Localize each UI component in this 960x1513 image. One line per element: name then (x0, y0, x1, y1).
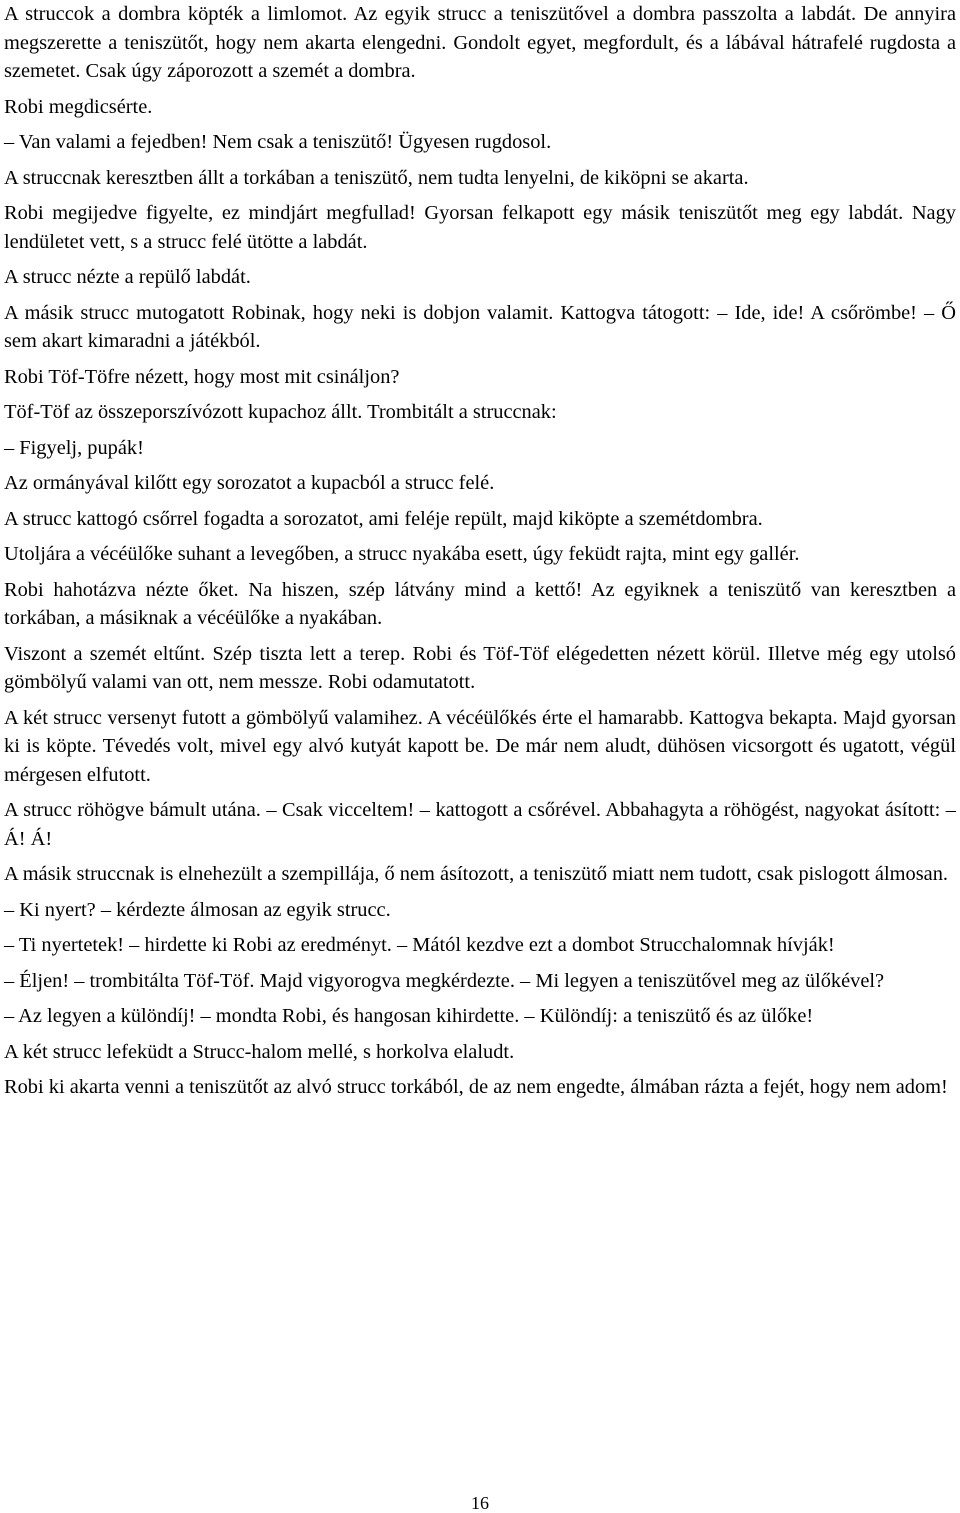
paragraph-3: – Van valami a fejedben! Nem csak a teniszütő! Ügyesen rugdosol. (4, 131, 552, 153)
paragraph-5: Robi megijedve figyelte, ez mindjárt megfullad! Gyorsan felkapott egy másik teniszütőt meg egy labdát. Nagy lendületet vett, s a strucc felé ütötte a labdát. (4, 202, 956, 253)
paragraph-6: A strucc nézte a repülő labdát. (4, 266, 251, 288)
paragraph-10: – Figyelj, pupák! (4, 436, 144, 459)
page-number: 16 (471, 1493, 489, 1513)
paragraph-16: A két strucc versenyt futott a gömbölyű valamihez. A vécéülőkés érte el hamarabb. Kattogva bekapta. Majd gyorsan ki is köpte. Tévedés volt, mivel egy alvó kutyát kapott be. De már nem aludt, dühösen vicsorgott és ugatott, végül mérgesen elfutott. (4, 706, 956, 786)
paragraph-4: A struccnak keresztben állt a torkában a teniszütő, nem tudta lenyelni, de kiköpni se akarta. (4, 166, 749, 189)
paragraph-1: A struccok a dombra köpték a limlomot. Az egyik strucc a teniszütővel a dombra passzolta a labdát. De annyira megszerette a teniszütőt, hogy nem akarta elengedni. Gondolt egyet, megfordult, és a lábával hátrafelé rugdosta a szemetet. Csak úgy záporozott a szemét a dombra. (4, 3, 956, 82)
paragraph-21: – Éljen! – trombitálta Töf-Töf. Majd vigyorogva megkérdezte. – Mi legyen a teniszütővel meg az ülőkével? (4, 969, 885, 992)
paragraph-19: – Ki nyert? – kérdezte álmosan az egyik strucc. (4, 898, 391, 921)
paragraph-14: Robi hahotázva nézte őket. Na hiszen, szép látvány mind a kettő! Az egyiknek a teniszütő van keresztben a torkában, a másiknak a vécéülőke a nyakában. (4, 578, 956, 629)
paragraph-18: A másik struccnak is elnehezült a szempillája, ő nem ásítozott, a teniszütő miatt nem tudott, csak pislogott álmosan. (4, 863, 948, 885)
paragraph-8: Robi Töf-Töfre nézett, hogy most mit csináljon? (4, 365, 400, 388)
paragraph-9: Töf-Töf az összeporszívózott kupachoz állt. Trombitált a struccnak: (4, 401, 557, 423)
paragraph-22: – Az legyen a különdíj! – mondta Robi, és hangosan kihirdette. – Különdíj: a teniszütő és az ülőke! (4, 1005, 814, 1027)
paragraph-15: Viszont a szemét eltűnt. Szép tiszta lett a terep. Robi és Töf-Töf elégedetten nézett körül. Illetve még egy utolsó gömbölyű valami van ott, nem messze. Robi odamutatott. (4, 642, 956, 693)
paragraph-7: A másik strucc mutogatott Robinak, hogy neki is dobjon valamit. Kattogva tátogott: – Ide, ide! A csőrömbe! – Ő sem akart kimaradni a játékból. (4, 301, 956, 352)
paragraph-24: Robi ki akarta venni a teniszütőt az alvó strucc torkából, de az nem engedte, álmában rázta a fejét, hogy nem adom! (4, 1076, 948, 1098)
paragraph-23: A két strucc lefeküdt a Strucc-halom mellé, s horkolva elaludt. (4, 1040, 515, 1063)
paragraph-11: Az ormányával kilőtt egy sorozatot a kupacból a strucc felé. (4, 472, 495, 494)
paragraph-13: Utoljára a vécéülőke suhant a levegőben, a strucc nyakába esett, úgy feküdt rajta, mint egy gallér. (4, 543, 800, 565)
paragraph-12: A strucc kattogó csőrrel fogadta a sorozatot, ami feléje repült, majd kiköpte a szemétdombra. (4, 507, 763, 530)
paragraph-17: A strucc röhögve bámult utána. – Csak vicceltem! – kattogott a csőrével. Abbahagyta a röhögést, nagyokat ásított: – Á! Á! (4, 799, 956, 850)
page-body (4, 0, 956, 1109)
paragraph-20: – Ti nyertetek! – hirdette ki Robi az eredményt. – Mától kezdve ezt a dombot Strucchalomnak hívják! (4, 934, 835, 956)
paragraph-2: Robi megdicsérte. (4, 95, 153, 118)
